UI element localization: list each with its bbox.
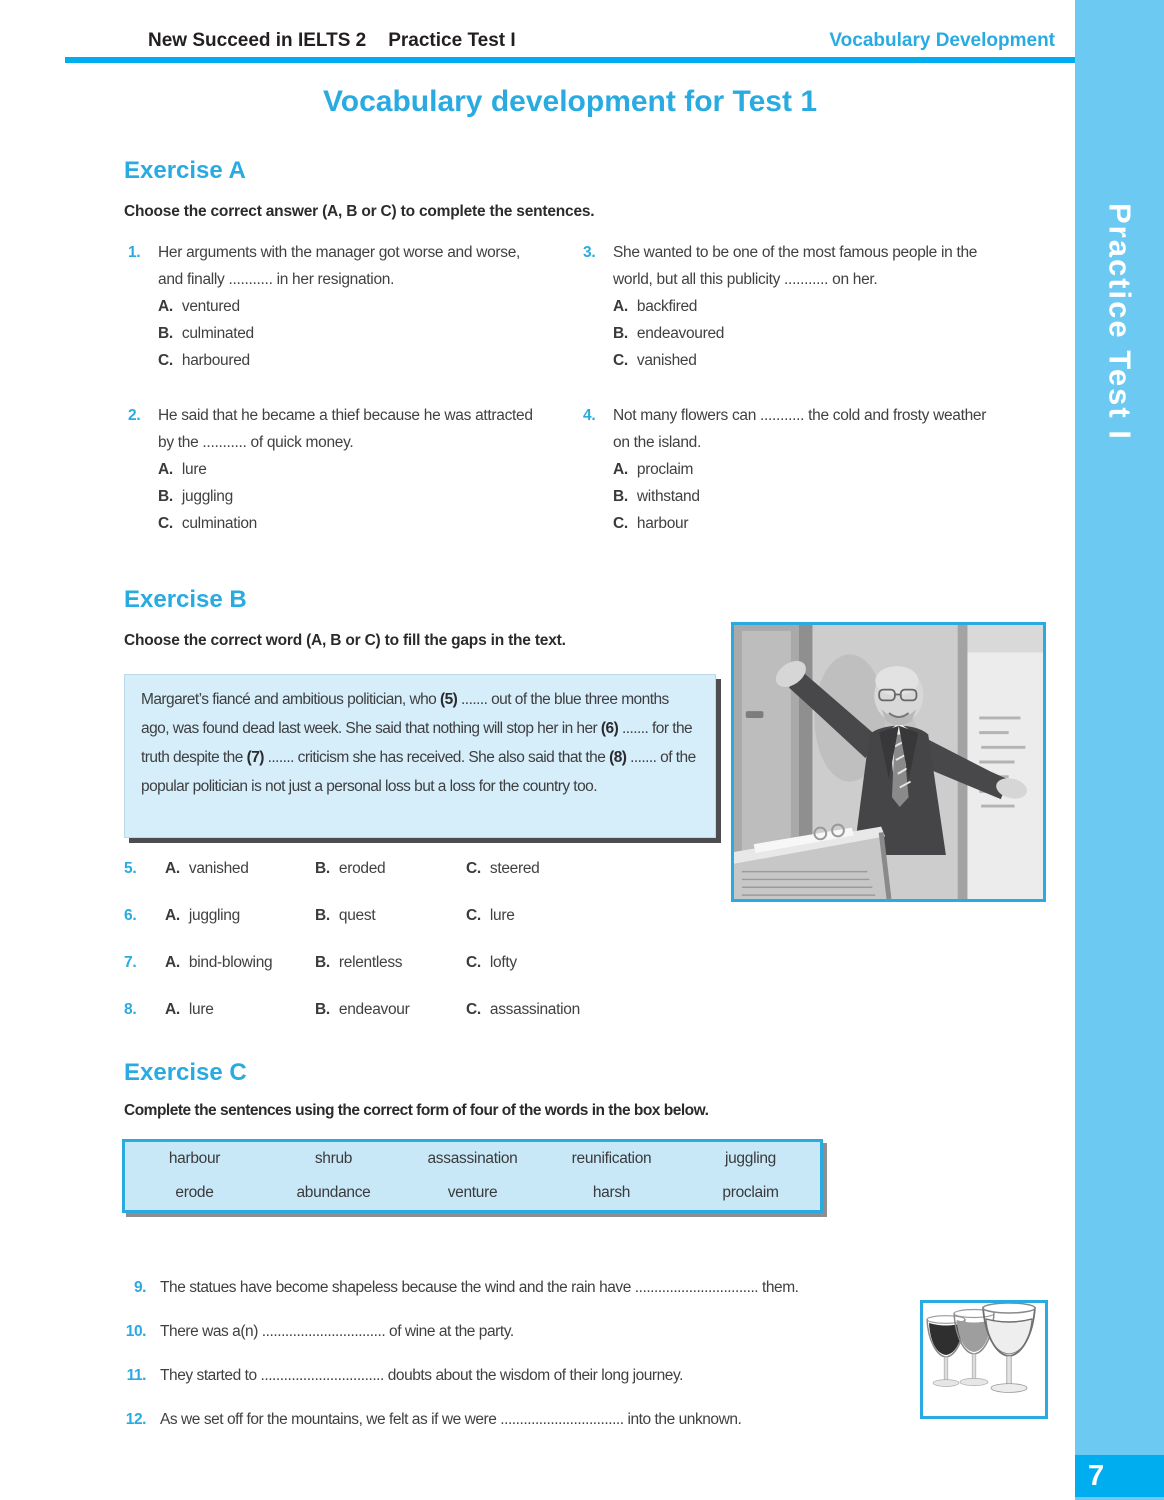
question <box>128 239 583 374</box>
option-text: lure <box>181 461 207 478</box>
word-bank-word: shrub <box>314 1150 353 1167</box>
header-divider <box>65 57 1075 63</box>
practice-test-sidebar <box>1075 0 1164 1500</box>
option <box>158 320 543 347</box>
option <box>466 858 744 879</box>
word-bank-word: assassination <box>427 1150 518 1167</box>
option-row <box>124 999 744 1020</box>
option <box>613 347 998 374</box>
option-text: juggling <box>181 488 233 505</box>
option <box>613 510 998 537</box>
exercise-c-instruction: Complete the sentences using the correct form of four of the words in the box below. <box>124 1102 709 1119</box>
option-text: culmination <box>181 515 258 532</box>
option-text: vanished <box>636 352 697 369</box>
option-row <box>124 905 744 926</box>
option <box>158 456 543 483</box>
question <box>110 1366 940 1385</box>
option-text: withstand <box>636 488 700 505</box>
option-letter: A. <box>165 860 180 877</box>
option-letter: B. <box>613 488 628 505</box>
politician-photo-illustration <box>734 625 1043 899</box>
option-letter: C. <box>466 1001 481 1018</box>
option <box>158 347 543 374</box>
passage-segment: ....... out of the blue three months ago, was found dead last week. She said that nothing will stop her in her <box>141 691 669 737</box>
question-text: Her arguments with the manager got worse and worse, and finally ........... in her resignation. <box>158 244 521 288</box>
question-number: 3. <box>583 244 596 261</box>
question <box>110 1322 940 1341</box>
option <box>165 905 315 926</box>
question-number: 5. <box>124 860 137 877</box>
question-text: There was a(n) ................................ of wine at the party. <box>160 1323 514 1340</box>
question <box>128 402 583 537</box>
question-body <box>158 402 543 537</box>
word-bank-word: abundance <box>296 1184 371 1201</box>
option-text: harbour <box>636 515 689 532</box>
question-body <box>613 402 998 537</box>
question <box>583 402 1058 537</box>
question-number: 1. <box>128 244 141 261</box>
passage-segment: (6) <box>600 720 619 737</box>
question-number: 11. <box>126 1367 146 1384</box>
option <box>466 952 744 973</box>
option <box>165 999 315 1020</box>
passage-segment: Margaret’s fiancé and ambitious politician, who <box>141 691 440 708</box>
option-letter: B. <box>613 325 628 342</box>
question-number: 7. <box>124 954 137 971</box>
option-text: endeavour <box>338 1001 410 1018</box>
option-text: lure <box>188 1001 214 1018</box>
option <box>158 293 543 320</box>
option-letter: A. <box>158 298 173 315</box>
option <box>165 952 315 973</box>
option-text: assassination <box>489 1001 580 1018</box>
option-letter: B. <box>158 488 173 505</box>
question-number: 4. <box>583 407 596 424</box>
gap-fill-passage-box <box>124 674 716 838</box>
page-title: Vocabulary development for Test 1 <box>322 85 818 118</box>
passage-segment: (5) <box>440 691 458 708</box>
exercise-b-instruction: Choose the correct word (A, B or C) to fill the gaps in the text. <box>124 632 566 649</box>
option-letter: A. <box>165 1001 180 1018</box>
section-label: Vocabulary Development <box>829 30 1055 51</box>
question-text: They started to ................................ doubts about the wisdom of their long journey. <box>160 1367 683 1384</box>
option-text: quest <box>338 907 376 924</box>
question <box>583 239 1058 374</box>
wine-glasses-illustration <box>923 1303 1045 1416</box>
word-bank-word: proclaim <box>722 1184 779 1201</box>
option-letter: A. <box>613 461 628 478</box>
question-body <box>158 239 543 374</box>
question <box>110 1410 940 1429</box>
option <box>466 999 744 1020</box>
option-row <box>124 952 744 973</box>
question-number: 2. <box>128 407 141 424</box>
option-letter: B. <box>158 325 173 342</box>
option-text: eroded <box>338 860 386 877</box>
options-list <box>613 456 998 537</box>
options-list <box>158 293 543 374</box>
page-number-badge: 7 <box>1075 1455 1164 1497</box>
exercise-c-questions <box>110 1278 940 1454</box>
word-bank-word: juggling <box>724 1150 777 1167</box>
passage-text <box>141 691 696 795</box>
question <box>110 1278 940 1297</box>
word-bank-box <box>122 1139 823 1213</box>
option-letter: B. <box>315 860 330 877</box>
option-letter: C. <box>613 515 628 532</box>
option <box>165 858 315 879</box>
question-number: 12. <box>125 1411 146 1428</box>
option-text: steered <box>489 860 540 877</box>
politician-photo <box>731 622 1046 902</box>
option <box>613 293 998 320</box>
question-text: As we set off for the mountains, we felt as if we were ................................ into the unknown. <box>160 1411 742 1428</box>
option-letter: B. <box>315 954 330 971</box>
question-text: She wanted to be one of the most famous people in the world, but all this publicity ........... on her. <box>613 244 978 288</box>
option-text: ventured <box>181 298 240 315</box>
exercise-b-option-rows <box>124 858 744 1020</box>
option-letter: A. <box>158 461 173 478</box>
option-text: proclaim <box>636 461 694 478</box>
word-bank-word: harsh <box>592 1184 631 1201</box>
option-row <box>124 858 744 879</box>
option <box>315 858 466 879</box>
question-number: 10. <box>125 1323 146 1340</box>
option <box>613 456 998 483</box>
question-text: The statues have become shapeless because the wind and the rain have ................................ them. <box>160 1279 799 1296</box>
test-label: Practice Test I <box>388 30 516 51</box>
passage-segment: ....... criticism she has received. She also said that the <box>263 749 610 766</box>
word-bank-word: harbour <box>168 1150 221 1167</box>
exercise-b-heading: Exercise B <box>124 586 247 613</box>
exercise-a-questions <box>128 239 1058 537</box>
option-text: bind-blowing <box>188 954 273 971</box>
option-text: relentless <box>338 954 403 971</box>
option <box>158 510 543 537</box>
option-text: backfired <box>636 298 698 315</box>
question-text: Not many flowers can ........... the cold and frosty weather on the island. <box>613 407 987 451</box>
passage-segment: ....... of the popular politician is not just a personal loss but a loss for the country too. <box>141 749 696 795</box>
word-bank-word: erode <box>175 1184 214 1201</box>
question-number: 8. <box>124 1001 137 1018</box>
book-title: New Succeed in IELTS 2 <box>148 30 367 51</box>
option <box>158 483 543 510</box>
question-text: He said that he became a thief because he was attracted by the ........... of quick money. <box>158 407 533 451</box>
passage-segment: ....... for the truth despite the <box>141 720 693 766</box>
word-bank-word: reunification <box>571 1150 652 1167</box>
option-letter: C. <box>158 352 173 369</box>
option-letter: C. <box>466 907 481 924</box>
question-body <box>613 239 998 374</box>
options-list <box>613 293 998 374</box>
option <box>613 483 998 510</box>
passage-segment: (7) <box>246 749 264 766</box>
option-letter: A. <box>165 907 180 924</box>
option-letter: C. <box>466 860 481 877</box>
sidebar-vertical-label: Practice Test I <box>1102 203 1138 441</box>
exercise-a-instruction: Choose the correct answer (A, B or C) to complete the sentences. <box>124 203 595 220</box>
question-number: 9. <box>133 1279 146 1296</box>
option-letter: A. <box>165 954 180 971</box>
option-text: juggling <box>188 907 240 924</box>
option-letter: C. <box>613 352 628 369</box>
question-number: 6. <box>124 907 137 924</box>
option <box>315 905 466 926</box>
option-text: lure <box>489 907 515 924</box>
option-letter: A. <box>613 298 628 315</box>
option-text: vanished <box>188 860 249 877</box>
option <box>315 999 466 1020</box>
options-list <box>158 456 543 537</box>
exercise-c-heading: Exercise C <box>124 1059 247 1086</box>
wine-glasses-photo <box>920 1300 1048 1419</box>
option-letter: B. <box>315 907 330 924</box>
option-letter: B. <box>315 1001 330 1018</box>
option-text: harboured <box>181 352 250 369</box>
option-text: lofty <box>489 954 517 971</box>
option-text: culminated <box>181 325 254 342</box>
word-bank-word: venture <box>447 1184 498 1201</box>
option <box>613 320 998 347</box>
option <box>315 952 466 973</box>
option-text: endeavoured <box>636 325 725 342</box>
option-letter: C. <box>466 954 481 971</box>
option-letter: C. <box>158 515 173 532</box>
option <box>466 905 744 926</box>
passage-segment: (8) <box>609 749 627 766</box>
exercise-a-heading: Exercise A <box>124 157 246 184</box>
